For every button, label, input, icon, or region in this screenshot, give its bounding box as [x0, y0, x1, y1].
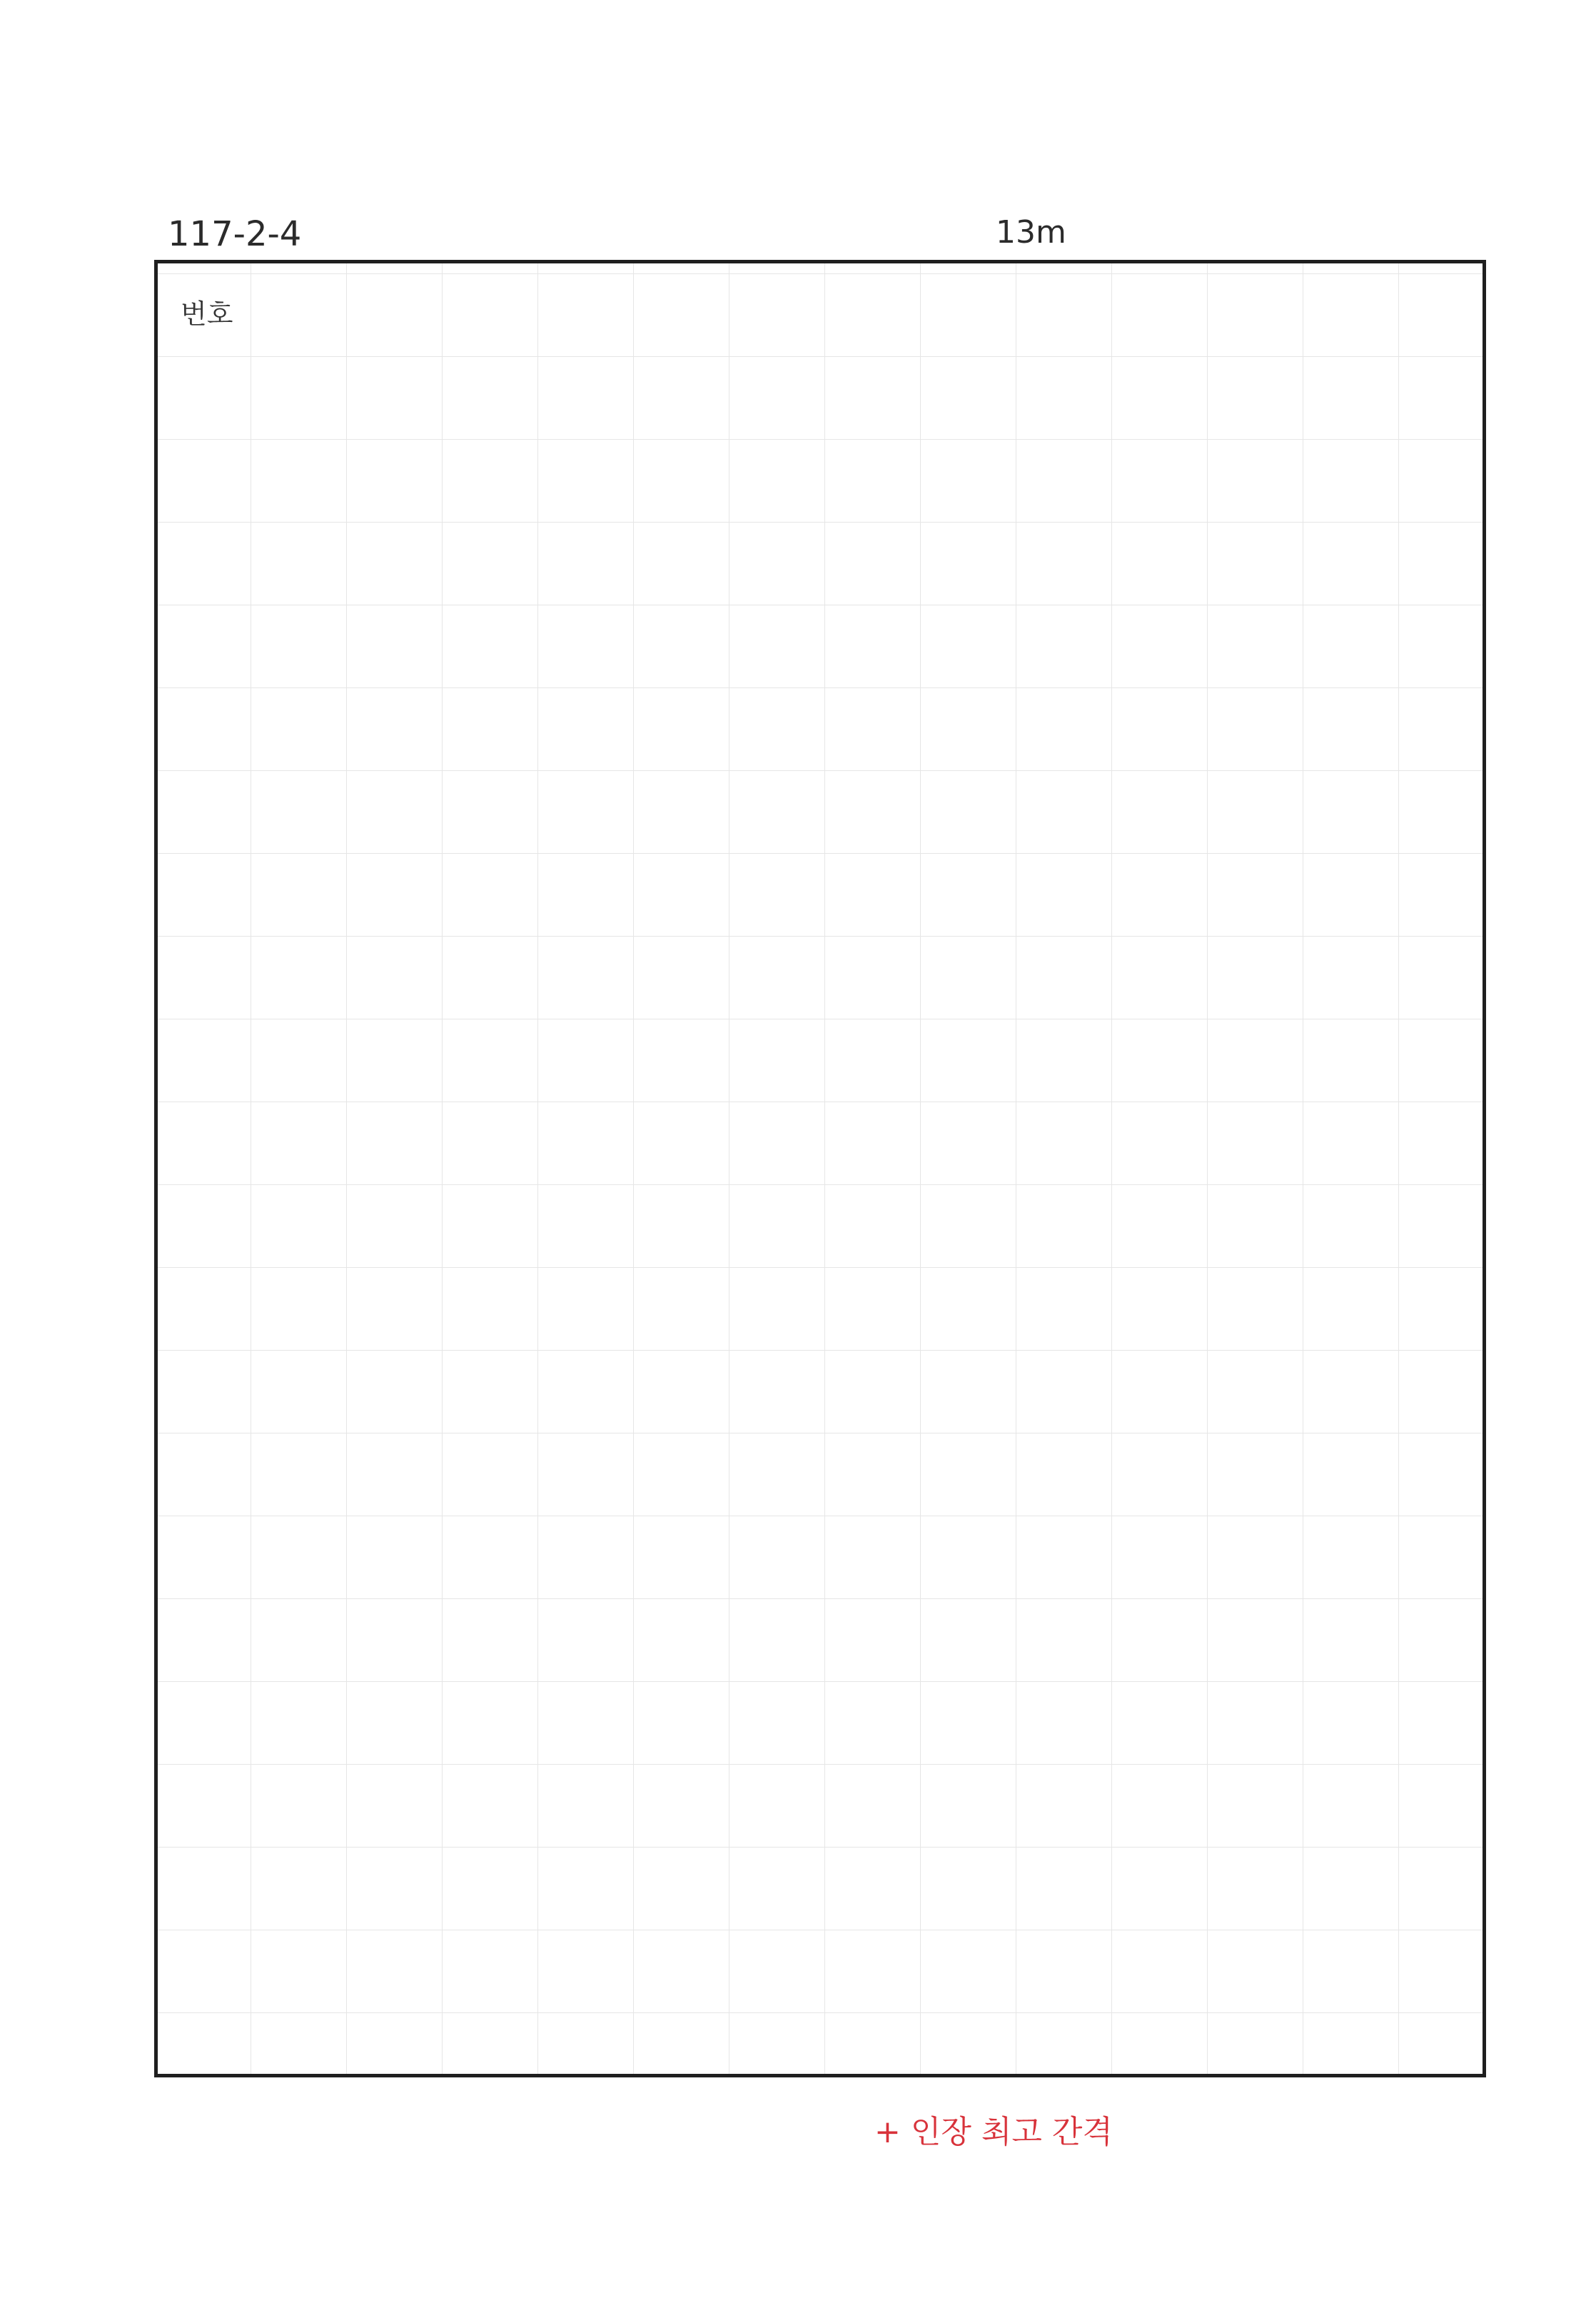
score-label: 13m	[996, 214, 1066, 251]
answer-sheet	[154, 260, 1486, 2077]
number-label: 번호	[181, 298, 233, 330]
footer-annotation: + 인장 최고 간격	[874, 2114, 1113, 2150]
page-reference: 117-2-4	[168, 214, 302, 254]
